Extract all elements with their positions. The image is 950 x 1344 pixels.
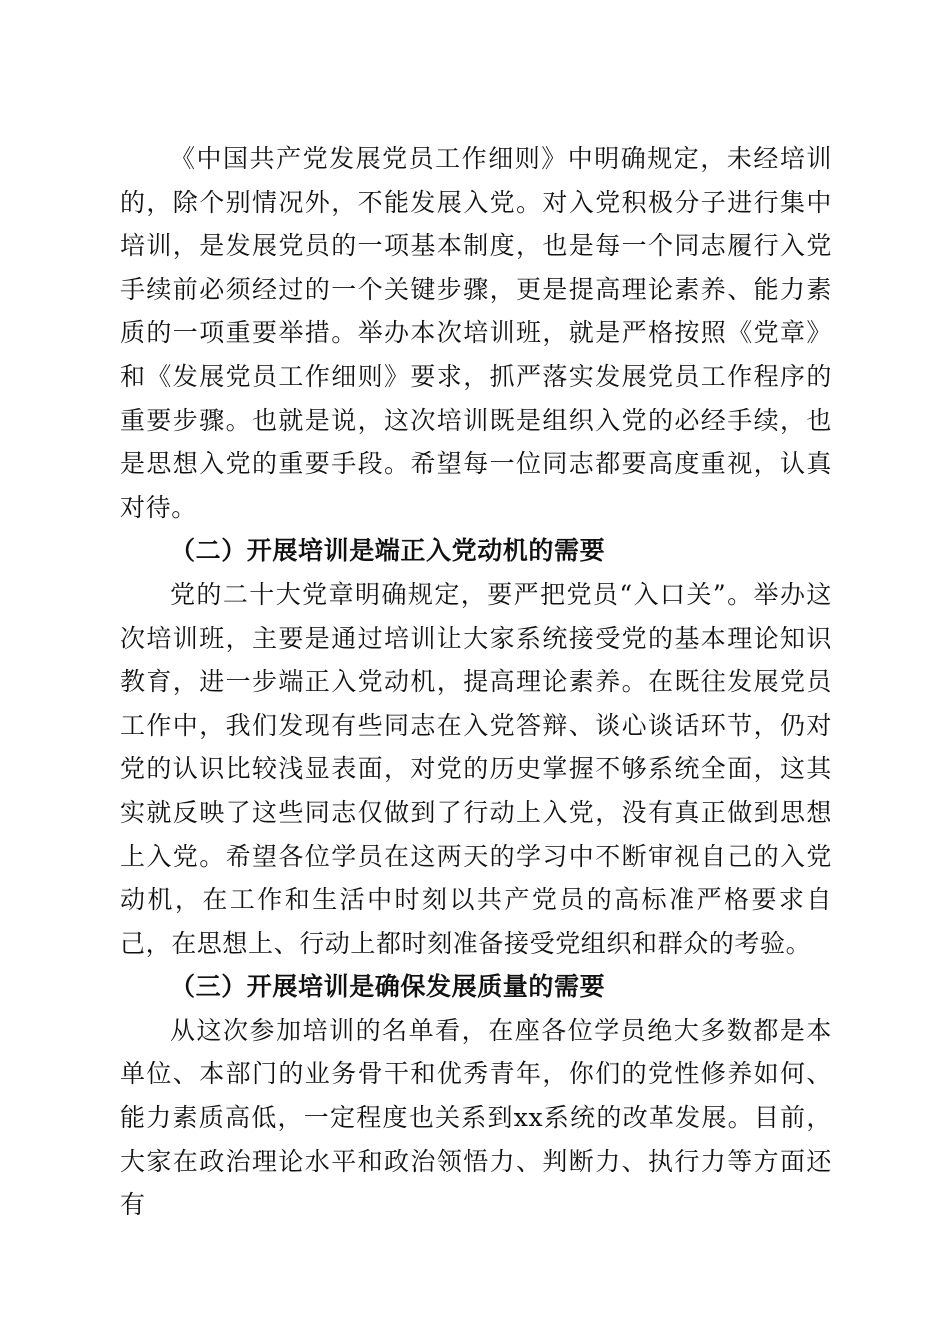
section-heading-motivation: （二）开展培训是端正入党动机的需要 <box>170 536 606 566</box>
document-body <box>120 137 832 1227</box>
paragraph-motivation: 党的二十大党章明确规定，要严把党员“入口关”。举办这次培训班，主要是通过培训让大家系统接受党的基本理论知识教育，进一步端正入党动机，提高理论素养。在既往发展党员工作中，我们发现有些同志在入党答辩、谈心谈话环节，仍对党的认识比较浅显表面，对党的历史掌握不够系统全面，这其实就反映了这些同志仅做到了行动上入党，没有真正做到思想上入党。希望各位学员在这两天的学习中不断审视自己的入党动机，在工作和生活中时刻以共产党员的高标准严格要求自己，在思想上、行动上都时刻准备接受党组织和群众的考验。 <box>120 579 832 958</box>
paragraph-quality: 从这次参加培训的名单看，在座各位学员绝大多数都是本单位、本部门的业务骨干和优秀青年，你们的党性修养如何、能力素质高低，一定程度也关系到xx系统的改革发展。目前，大家在政治理论水平和政治领悟力、判断力、执行力等方面还有 <box>120 1015 832 1220</box>
section-heading-quality: （三）开展培训是确保发展质量的需要 <box>170 972 606 1002</box>
paragraph-training-rules: 《中国共产党发展党员工作细则》中明确规定，未经培训的，除个别情况外，不能发展入党。对入党积极分子进行集中培训，是发展党员的一项基本制度，也是每一个同志履行入党手续前必须经过的一个关键步骤，更是提高理论素养、能力素质的一项重要举措。举办本次培训班，就是严格按照《党章》和《发展党员工作细则》要求，抓严落实发展党员工作程序的重要步骤。也就是说，这次培训既是组织入党的必经手续，也是思想入党的重要手段。希望每一位同志都要高度重视，认真对待。 <box>120 144 832 522</box>
